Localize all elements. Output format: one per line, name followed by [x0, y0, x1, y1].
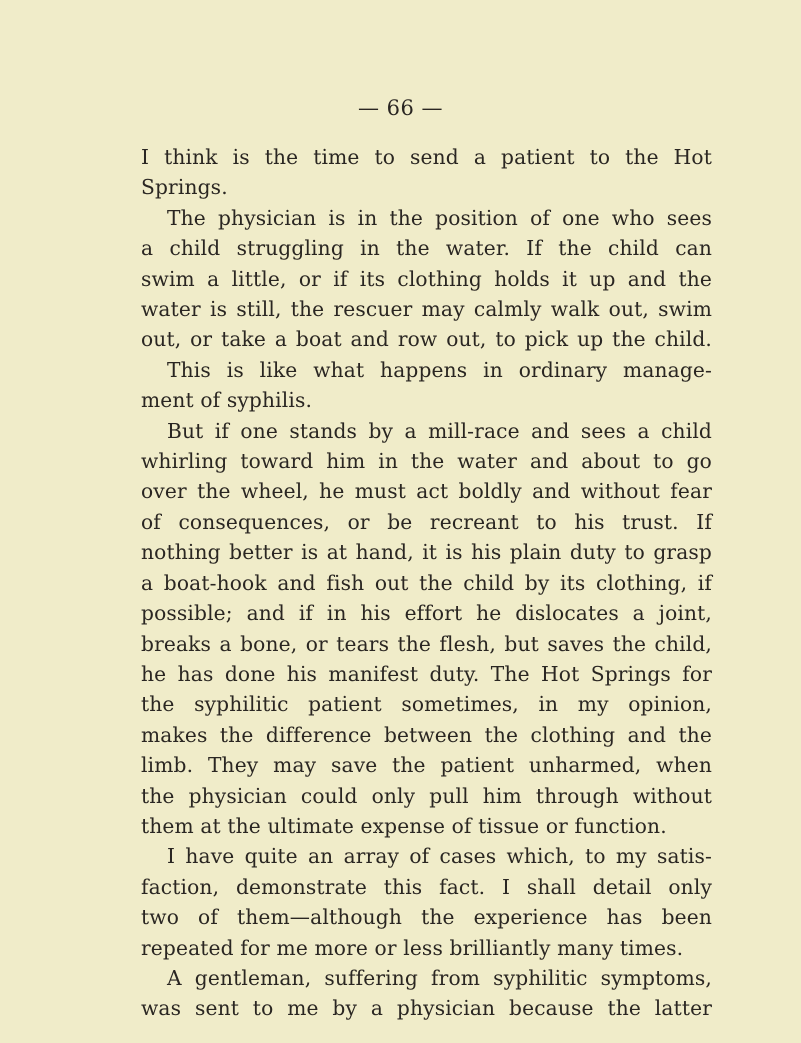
- text-line: limb. They may save the patient unharmed, when: [141, 753, 712, 778]
- text-line: over the wheel, he must act boldly and without fear: [141, 479, 712, 504]
- text-line: was sent to me by a physician because the latter: [141, 996, 712, 1021]
- body-text: [141, 142, 712, 1024]
- text-line: two of them—although the experience has been: [141, 905, 712, 930]
- text-line: makes the difference between the clothing and the: [141, 722, 712, 747]
- text-line: faction, demonstrate this fact. I shall detail only: [141, 874, 712, 899]
- text-line: swim a little, or if its clothing holds it up and the: [141, 266, 712, 291]
- text-line: Springs.: [141, 175, 228, 200]
- text-line: This is like what happens in ordinary manage-: [167, 357, 712, 382]
- text-line: repeated for me more or less brilliantly many times.: [141, 935, 684, 960]
- text-line: of consequences, or be recreant to his trust. If: [141, 509, 712, 534]
- text-line: the syphilitic patient sometimes, in my opinion,: [141, 692, 712, 717]
- text-line: I think is the time to send a patient to the Hot: [141, 145, 712, 169]
- text-line: a boat-hook and fish out the child by its clothing, if: [141, 570, 712, 595]
- text-line: water is still, the rescuer may calmly walk out, swim: [141, 297, 712, 322]
- text-line: nothing better is at hand, it is his plain duty to grasp: [141, 540, 712, 565]
- text-line: he has done his manifest duty. The Hot Springs for: [141, 661, 712, 686]
- text-line: I have quite an array of cases which, to my satis-: [167, 844, 712, 869]
- text-line: them at the ultimate expense of tissue or function.: [141, 813, 667, 838]
- text-line: whirling toward him in the water and about to go: [141, 449, 712, 474]
- text-line: A gentleman, suffering from syphilitic symptoms,: [167, 965, 712, 990]
- text-line: ment of syphilis.: [141, 388, 313, 413]
- text-line: possible; and if in his effort he dislocates a joint,: [141, 601, 712, 626]
- text-line: breaks a bone, or tears the flesh, but saves the child,: [141, 631, 712, 656]
- text-line: The physician is in the position of one who sees: [167, 205, 712, 230]
- text-line: a child struggling in the water. If the child can: [141, 236, 712, 261]
- page-number: — 66 —: [357, 96, 444, 120]
- text-line: But if one stands by a mill-race and sees a child: [167, 418, 712, 443]
- text-line: the physician could only pull him through without: [141, 783, 712, 808]
- text-line: out, or take a boat and row out, to pick up the child.: [141, 327, 712, 352]
